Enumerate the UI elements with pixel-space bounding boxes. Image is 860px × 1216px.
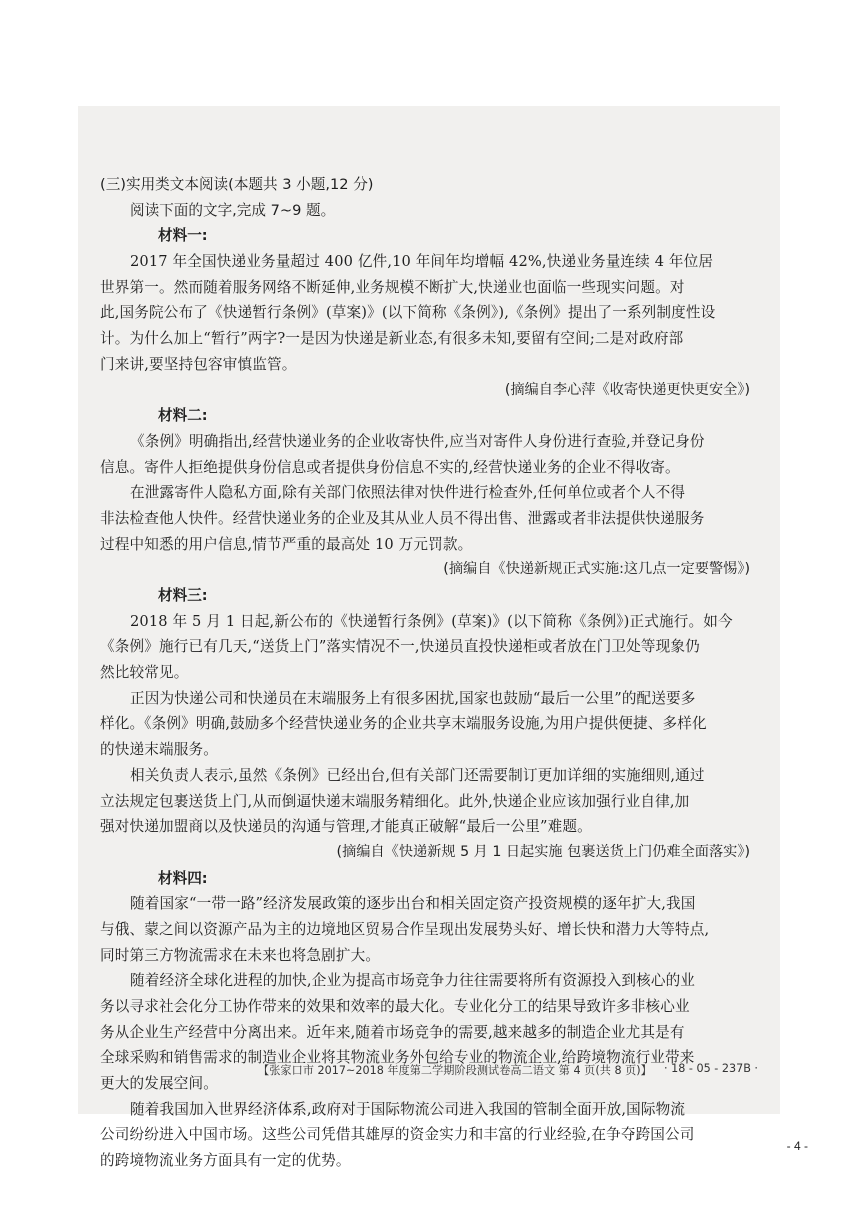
material-1-line: 此,国务院公布了《快递暂行条例》(草案)》(以下简称《条例》),《条例》提出了一系列制度性设 xyxy=(100,304,716,322)
material-4-line: 同时第三方物流需求在未来也将急剧扩大。 xyxy=(100,946,381,964)
instruction: 阅读下面的文字,完成 7~9 题。 xyxy=(130,201,336,219)
material-2-line: 过程中知悉的用户信息,情节严重的最高处 10 万元罚款。 xyxy=(100,535,473,553)
material-4-line: 全球采购和销售需求的制造业企业将其物流业务外包给专业的物流企业,给跨境物流行业带来 xyxy=(100,1049,695,1067)
material-2-line: 在泄露寄件人隐私方面,除有关部门依照法律对快件进行检查外,任何单位或者个人不得 xyxy=(130,484,686,502)
material-4-line: 随着我国加入世界经济体系,政府对于国际物流公司进入我国的管制全面开放,国际物流 xyxy=(130,1100,686,1118)
material-1-line: 计。为什么加上“暂行”两字?一是因为快递是新业态,有很多未知,要留有空间;二是对政府部 xyxy=(100,330,684,348)
material-3-source: (摘编自《快递新规 5 月 1 日起实施 包裹送货上门仍难全面落实》) xyxy=(336,843,750,860)
material-4-line: 随着国家“一带一路”经济发展政策的逐步出台和相关固定资产投资规模的逐年扩大,我国 xyxy=(130,895,696,913)
material-2-line: 信息。寄件人拒绝提供身份信息或者提供身份信息不实的,经营快递业务的企业不得收寄。 xyxy=(100,458,680,476)
material-3-line: 2018 年 5 月 1 日起,新公布的《快递暂行条例》(草案)》(以下简称《条例》)正式施行。如今 xyxy=(130,612,733,630)
material-4-line: 更大的发展空间。 xyxy=(100,1075,218,1093)
material-1-heading: 材料一: xyxy=(158,227,208,245)
material-2-line: 《条例》明确指出,经营快递业务的企业收寄快件,应当对寄件人身份进行查验,并登记身份 xyxy=(130,432,705,450)
section-title: (三)实用类文本阅读(本题共 3 小题,12 分) xyxy=(100,176,374,193)
material-4-line: 随着经济全球化进程的加快,企业为提高市场竞争力往往需要将所有资源投入到核心的业 xyxy=(130,972,696,990)
footer-exam-info: 【张家口市 2017~2018 年度第二学期阶段测试卷高二语文 第 4 页(共 8 页)】 xyxy=(258,1064,652,1077)
material-2-source: (摘编自《快递新规正式实施:这几点一定要警惕》) xyxy=(443,561,750,578)
material-1-source: (摘编自李心萍《收寄快递更快更安全》) xyxy=(504,381,750,398)
material-3-line: 然比较常见。 xyxy=(100,664,189,682)
material-2-line: 非法检查他人快件。经营快递业务的企业及其从业人员不得出售、泄露或者非法提供快递服务 xyxy=(100,509,705,527)
material-3-line: 样化。《条例》明确,鼓励多个经营快递业务的企业共享末端服务设施,为用户提供便捷、多样化 xyxy=(100,715,707,733)
material-1-line: 2017 年全国快递业务量超过 400 亿件,10 年间年均增幅 42%,快递业务量连续 4 年位居 xyxy=(130,253,714,271)
material-4-line: 务从企业生产经营中分离出来。近年来,随着市场竞争的需要,越来越多的制造企业尤其是有 xyxy=(100,1023,685,1041)
document-body xyxy=(100,172,750,1174)
material-1-line: 世界第一。然而随着服务网络不断延伸,业务规模不断扩大,快递业也面临一些现实问题。对 xyxy=(100,278,685,296)
material-3-line: 《条例》施行已有几天,“送货上门”落实情况不一,快递员直投快递柜或者放在门卫处等现象仍 xyxy=(100,638,700,656)
material-4-line: 公司纷纷进入中国市场。这些公司凭借其雄厚的资金实力和丰富的行业经验,在争夺跨国公司 xyxy=(100,1126,695,1144)
material-1-line: 门来讲,要坚持包容审慎监管。 xyxy=(100,355,297,373)
material-4-heading: 材料四: xyxy=(158,869,208,887)
material-2-heading: 材料二: xyxy=(158,407,208,425)
material-4-line: 与俄、蒙之间以资源产品为主的边境地区贸易合作呈现出发展势头好、增长快和潜力大等特点, xyxy=(100,920,710,938)
material-4-line: 的跨境物流业务方面具有一定的优势。 xyxy=(100,1152,351,1170)
material-3-line: 强对快递加盟商以及快递员的沟通与管理,才能真正破解“最后一公里”难题。 xyxy=(100,818,592,836)
page-number: - 4 - xyxy=(786,1139,808,1153)
material-3-line: 立法规定包裹送货上门,从而倒逼快递末端服务精细化。此外,快递企业应该加强行业自律,加 xyxy=(100,792,690,810)
exam-footer xyxy=(258,1062,758,1078)
material-3-heading: 材料三: xyxy=(158,587,208,604)
footer-code: · 18 - 05 - 237B · xyxy=(663,1062,758,1075)
material-3-line: 正因为快递公司和快递员在末端服务上有很多困扰,国家也鼓励“最后一公里”的配送要多 xyxy=(130,689,696,707)
material-3-line: 的快递末端服务。 xyxy=(100,741,218,759)
material-3-line: 相关负责人表示,虽然《条例》已经出台,但有关部门还需要制订更加详细的实施细则,通过 xyxy=(130,766,705,784)
material-4-line: 务以寻求社会化分工协作带来的效果和效率的最大化。专业化分工的结果导致许多非核心业 xyxy=(100,998,690,1015)
